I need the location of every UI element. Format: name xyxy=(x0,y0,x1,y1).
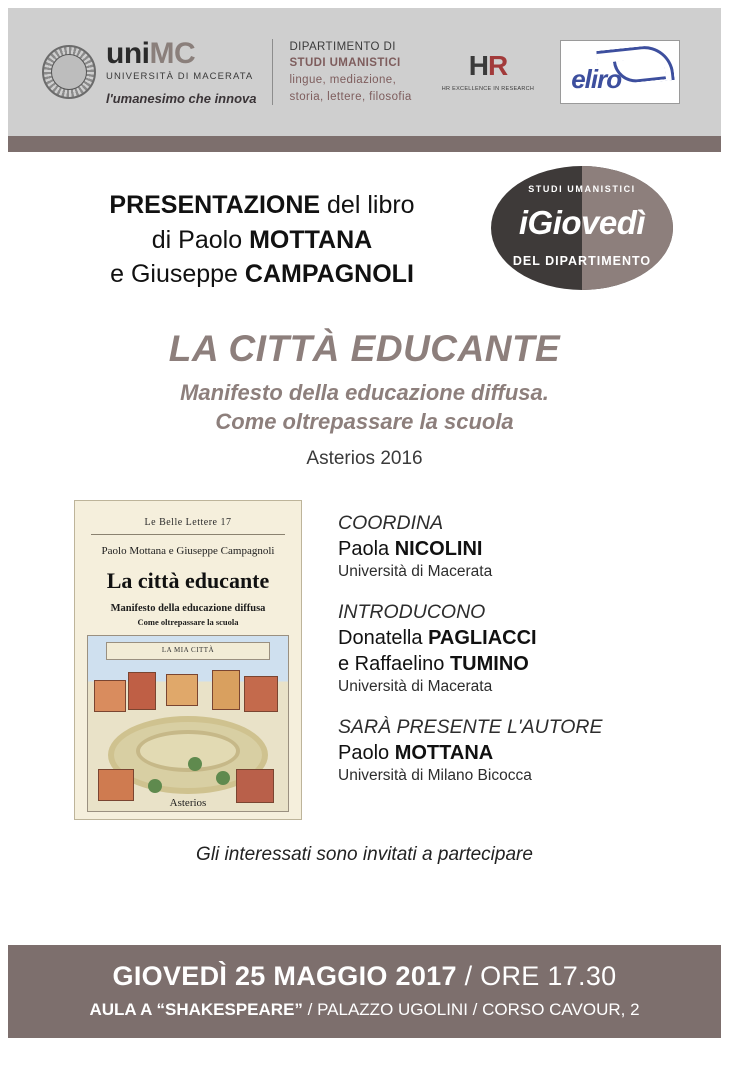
footer-venue-room: AULA A “SHAKESPEARE” xyxy=(89,1000,303,1019)
unimc-wordmark xyxy=(106,39,256,105)
credit-affiliation: Università di Milano Bicocca xyxy=(338,766,532,784)
cover-title: La città educante xyxy=(106,567,270,593)
header-band xyxy=(8,8,721,136)
credit-surname: MOTTANA xyxy=(394,741,494,764)
credit-surname-2: TUMINO xyxy=(449,652,529,675)
illustration-tree xyxy=(188,757,202,771)
presentation-word: PRESENTAZIONE xyxy=(109,191,321,219)
book-cover-image xyxy=(74,500,302,820)
footer-venue-address: / PALAZZO UGOLINI / CORSO CAVOUR, 2 xyxy=(302,1000,640,1019)
presentation-line3 xyxy=(42,257,482,292)
cover-divider xyxy=(91,534,285,535)
department-line4: storia, lettere, filosofia xyxy=(289,90,412,103)
credit-firstname-2: e Raffaelino xyxy=(338,652,450,675)
credit-group-autore xyxy=(338,716,603,785)
hr-caption: HR EXCELLENCE IN RESEARCH xyxy=(441,86,535,92)
presentation-line1 xyxy=(42,188,482,223)
unimc-brand-mc: MC xyxy=(149,37,196,71)
poster-inner xyxy=(8,8,721,1060)
credit-affiliation: Università di Macerata xyxy=(338,677,493,695)
badge-bottom-text: DEL DIPARTIMENTO xyxy=(512,254,652,268)
illustration-house xyxy=(94,680,126,712)
credit-name xyxy=(338,627,603,650)
author1-prefix: di Paolo xyxy=(151,225,250,254)
header-rule xyxy=(8,136,721,152)
hr-mark-r: R xyxy=(487,50,508,81)
cover-and-credits xyxy=(42,500,687,820)
author1-surname: MOTTANA xyxy=(249,225,373,254)
credit-group-coordina xyxy=(338,512,603,581)
cover-series: Le Belle Lettere 17 xyxy=(144,516,232,528)
credit-affiliation: Università di Macerata xyxy=(338,562,493,580)
credit-group-introducono xyxy=(338,601,603,696)
hr-mark-h: H xyxy=(468,50,488,81)
badge-top-text: STUDI UMANISTICI xyxy=(528,184,636,194)
department-line3: lingue, mediazione, xyxy=(289,74,397,86)
footer-date: GIOVEDÌ 25 MAGGIO 2017 xyxy=(112,961,457,991)
illustration-house xyxy=(166,674,198,706)
credits-list xyxy=(338,500,603,820)
footer-band xyxy=(8,945,721,1038)
credit-role: COORDINA xyxy=(338,511,444,534)
book-title-block xyxy=(42,328,687,470)
eliro-wordmark: eliro xyxy=(571,64,622,94)
unimc-subtitle: UNIVERSITÀ DI MACERATA xyxy=(106,71,254,83)
book-title: LA CITTÀ EDUCANTE xyxy=(168,327,561,369)
department-line2: STUDI UMANISTICI xyxy=(289,57,401,70)
hr-excellence-logo xyxy=(442,52,534,92)
cover-publisher: Asterios xyxy=(169,796,207,809)
illustration-house xyxy=(212,670,240,710)
book-subtitle xyxy=(42,378,687,436)
presentation-row xyxy=(42,152,687,292)
author2-prefix: e Giuseppe xyxy=(110,260,245,288)
illustration-house xyxy=(244,676,278,712)
presentation-heading xyxy=(42,188,482,292)
credit-name xyxy=(338,742,603,765)
credit-role: INTRODUCONO xyxy=(338,600,486,623)
cover-illustration xyxy=(87,635,289,812)
igiovedi-badge xyxy=(491,166,673,290)
credit-firstname: Donatella xyxy=(338,626,429,649)
credit-surname: NICOLINI xyxy=(394,537,483,560)
cover-illustration-banner: LA MIA CITTÀ xyxy=(106,642,270,660)
cover-subtitle-1: Manifesto della educazione diffusa xyxy=(110,602,266,614)
credit-name-second xyxy=(338,653,603,676)
credit-firstname: Paola xyxy=(338,537,395,560)
footer-datetime xyxy=(8,961,721,992)
credit-firstname: Paolo xyxy=(338,741,395,764)
footer-venue xyxy=(8,1000,721,1020)
department-block xyxy=(289,39,411,106)
credit-role: SARÀ PRESENTE L'AUTORE xyxy=(338,715,603,738)
presentation-line1-rest: del libro xyxy=(320,191,415,219)
illustration-tree xyxy=(148,779,162,793)
author2-surname: CAMPAGNOLI xyxy=(244,260,414,288)
book-publisher: Asterios 2016 xyxy=(306,447,423,469)
unimc-brand xyxy=(106,39,256,69)
unimc-claim: l'umanesimo che innova xyxy=(106,90,257,106)
book-subtitle-line2: Come oltrepassare la scuola xyxy=(215,408,514,434)
department-line1: DIPARTIMENTO DI xyxy=(289,40,396,53)
poster-body xyxy=(8,152,721,945)
cover-authors: Paolo Mottana e Giuseppe Campagnoli xyxy=(101,544,275,557)
unimc-brand-uni: uni xyxy=(106,37,150,71)
footer-time: / ORE 17.30 xyxy=(456,961,617,991)
university-seal-icon xyxy=(42,45,96,99)
unimc-logo xyxy=(42,39,256,105)
eliro-logo xyxy=(560,40,680,104)
book-subtitle-line1: Manifesto della educazione diffusa. xyxy=(180,379,549,405)
hr-mark-icon xyxy=(442,52,534,80)
invitation-text: Gli interessati sono invitati a partecipare xyxy=(196,843,533,865)
badge-title: iGiovedì xyxy=(518,204,646,241)
credit-surname: PAGLIACCI xyxy=(428,626,537,649)
header-divider xyxy=(272,39,273,105)
presentation-line2 xyxy=(42,223,482,258)
illustration-house xyxy=(128,672,156,710)
cover-subtitle-2: Come oltrepassare la scuola xyxy=(137,616,239,627)
credit-name xyxy=(338,538,603,561)
footer-spacer xyxy=(8,1038,721,1060)
illustration-tree xyxy=(216,771,230,785)
